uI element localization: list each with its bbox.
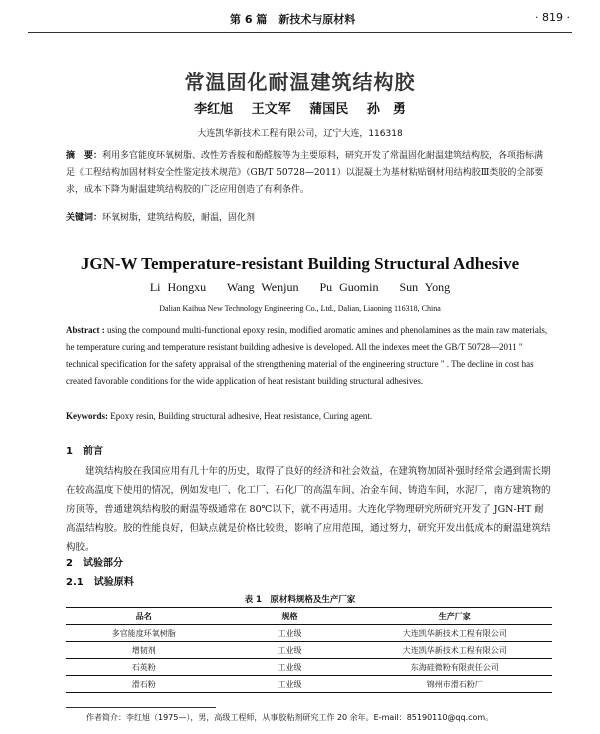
authors-cn <box>0 98 600 117</box>
table-cell: 增韧剂 <box>131 645 156 655</box>
keywords-en-label: Keywords: <box>66 411 108 421</box>
keywords-cn <box>66 210 552 227</box>
affiliation-cn: 大连凯华新技术工程有限公司，辽宁大连，116318 <box>197 129 403 139</box>
table-cell: 锦州市滑石粉厂 <box>426 679 483 689</box>
abstract-cn-text: 利用多官能度环氧树脂、改性芳香胺和酚醛胺等为主要原料，研究开发了常温固化耐温建筑结构胶，各项指标满足《工程结构加固材料安全性鉴定技术规范》（GB/T 50728—2011）以混凝土为基材粘贴钢材用结构胶Ⅲ类胶的全部要求，成本下降为耐温建筑结构胶的广泛应用创造了有利条件。 <box>66 151 544 195</box>
table-cell: 工业级 <box>277 679 302 689</box>
subsection-heading: 2.1 试验原料 <box>66 577 134 588</box>
paper-title-cn: 常温固化耐温建筑结构胶 <box>184 70 416 94</box>
table-cell: 大连凯华新技术工程有限公司 <box>402 645 507 655</box>
table-row <box>66 659 552 676</box>
materials-table <box>66 607 552 693</box>
author-cn: 王文军 <box>251 102 291 117</box>
page-number: · 819 · <box>535 11 570 24</box>
running-header: 第 6 篇 新技术与原材料 <box>230 13 356 26</box>
abstract-en-label: Abstract : <box>66 325 105 335</box>
table-cell: 石英粉 <box>131 662 156 672</box>
table-cell: 东海硅微粉有限责任公司 <box>410 662 499 672</box>
table-row <box>66 625 552 642</box>
author-en: Li Hongxu <box>149 280 207 294</box>
author-en: Pu Guomin <box>319 280 379 294</box>
section-body: 建筑结构胶在我国应用有几十年的历史，取得了良好的经济和社会效益，在建筑物加固补强时经常会遇到需长期在较高温度下使用的情况，例如发电厂、化工厂、石化厂的高温车间、冶金车间、铸造车间，水泥厂，南方建筑物的房顶等，普通建筑结构胶的耐温等级通常在 80℃以下，就不再适用。大连化学物理研究所研究开发了 JGN-HT 耐高温结构胶。胶的性能良好，但缺点就是价格比较贵，影响了应用范围，通过努力，研究开发出低成本的耐温建筑结构胶。 <box>66 466 551 553</box>
table-row <box>66 642 552 659</box>
author-en: Sun Yong <box>399 280 451 294</box>
column-header: 品名 <box>135 611 152 621</box>
author-en: Wang Wenjun <box>226 280 299 294</box>
author-footnote: 作者简介：李红旭（1975—），男，高级工程师，从事胶粘剂研究工作 20 余年。E-mail：85190110@qq.com。 <box>86 713 494 722</box>
table-cell: 工业级 <box>277 628 302 638</box>
keywords-cn-label: 关键词： <box>66 213 103 223</box>
table-header-row <box>66 608 552 625</box>
author-cn: 李红旭 <box>194 102 234 117</box>
header-rule <box>28 32 572 33</box>
table-cell: 滑石粉 <box>131 679 156 689</box>
table-cell: 大连凯华新技术工程有限公司 <box>402 628 507 638</box>
keywords-en <box>66 408 552 425</box>
footnote-rule <box>66 707 216 708</box>
abstract-en <box>66 322 552 390</box>
section-heading: 1 前言 <box>66 446 103 457</box>
table-cell: 工业级 <box>277 662 302 672</box>
keywords-en-text: Epoxy resin, Building structural adhesive, Heat resistance, Curing agent. <box>110 411 373 421</box>
column-header: 规格 <box>281 611 298 621</box>
abstract-cn <box>66 148 552 199</box>
paper-title-en: JGN-W Temperature-resistant Building Structural Adhesive <box>80 254 520 273</box>
table-cell: 多官能度环氧树脂 <box>111 628 176 638</box>
column-header: 生产厂家 <box>438 611 471 621</box>
keywords-cn-text: 环氧树脂，建筑结构胶，耐温，固化剂 <box>102 213 256 223</box>
section-heading: 2 试验部分 <box>66 558 123 569</box>
table-caption: 表 1 原材料规格及生产厂家 <box>244 595 356 605</box>
abstract-en-text: using the compound multi-functional epoxy resin, modified aromatic amines and phenolamines as the main raw materials, he temperature curing and temperature resistant building adhesive is developed. All the indexes meet the GB/T 50728—2011 " technical specification for the safety appraisal of the strengthening material of the engineering structure " . The decline in cost has created favorable conditions for the wide application of heat resistant building structural adhesives. <box>66 325 548 386</box>
author-cn: 孙 勇 <box>366 102 406 117</box>
table-cell: 工业级 <box>277 645 302 655</box>
authors-en <box>0 280 600 295</box>
author-cn: 蒲国民 <box>309 102 349 117</box>
abstract-cn-label: 摘 要： <box>66 151 103 161</box>
affiliation-en: Dalian Kaihua New Technology Engineering Co., Ltd., Dalian, Liaoning 116318, China <box>159 304 441 313</box>
table-row <box>66 676 552 693</box>
